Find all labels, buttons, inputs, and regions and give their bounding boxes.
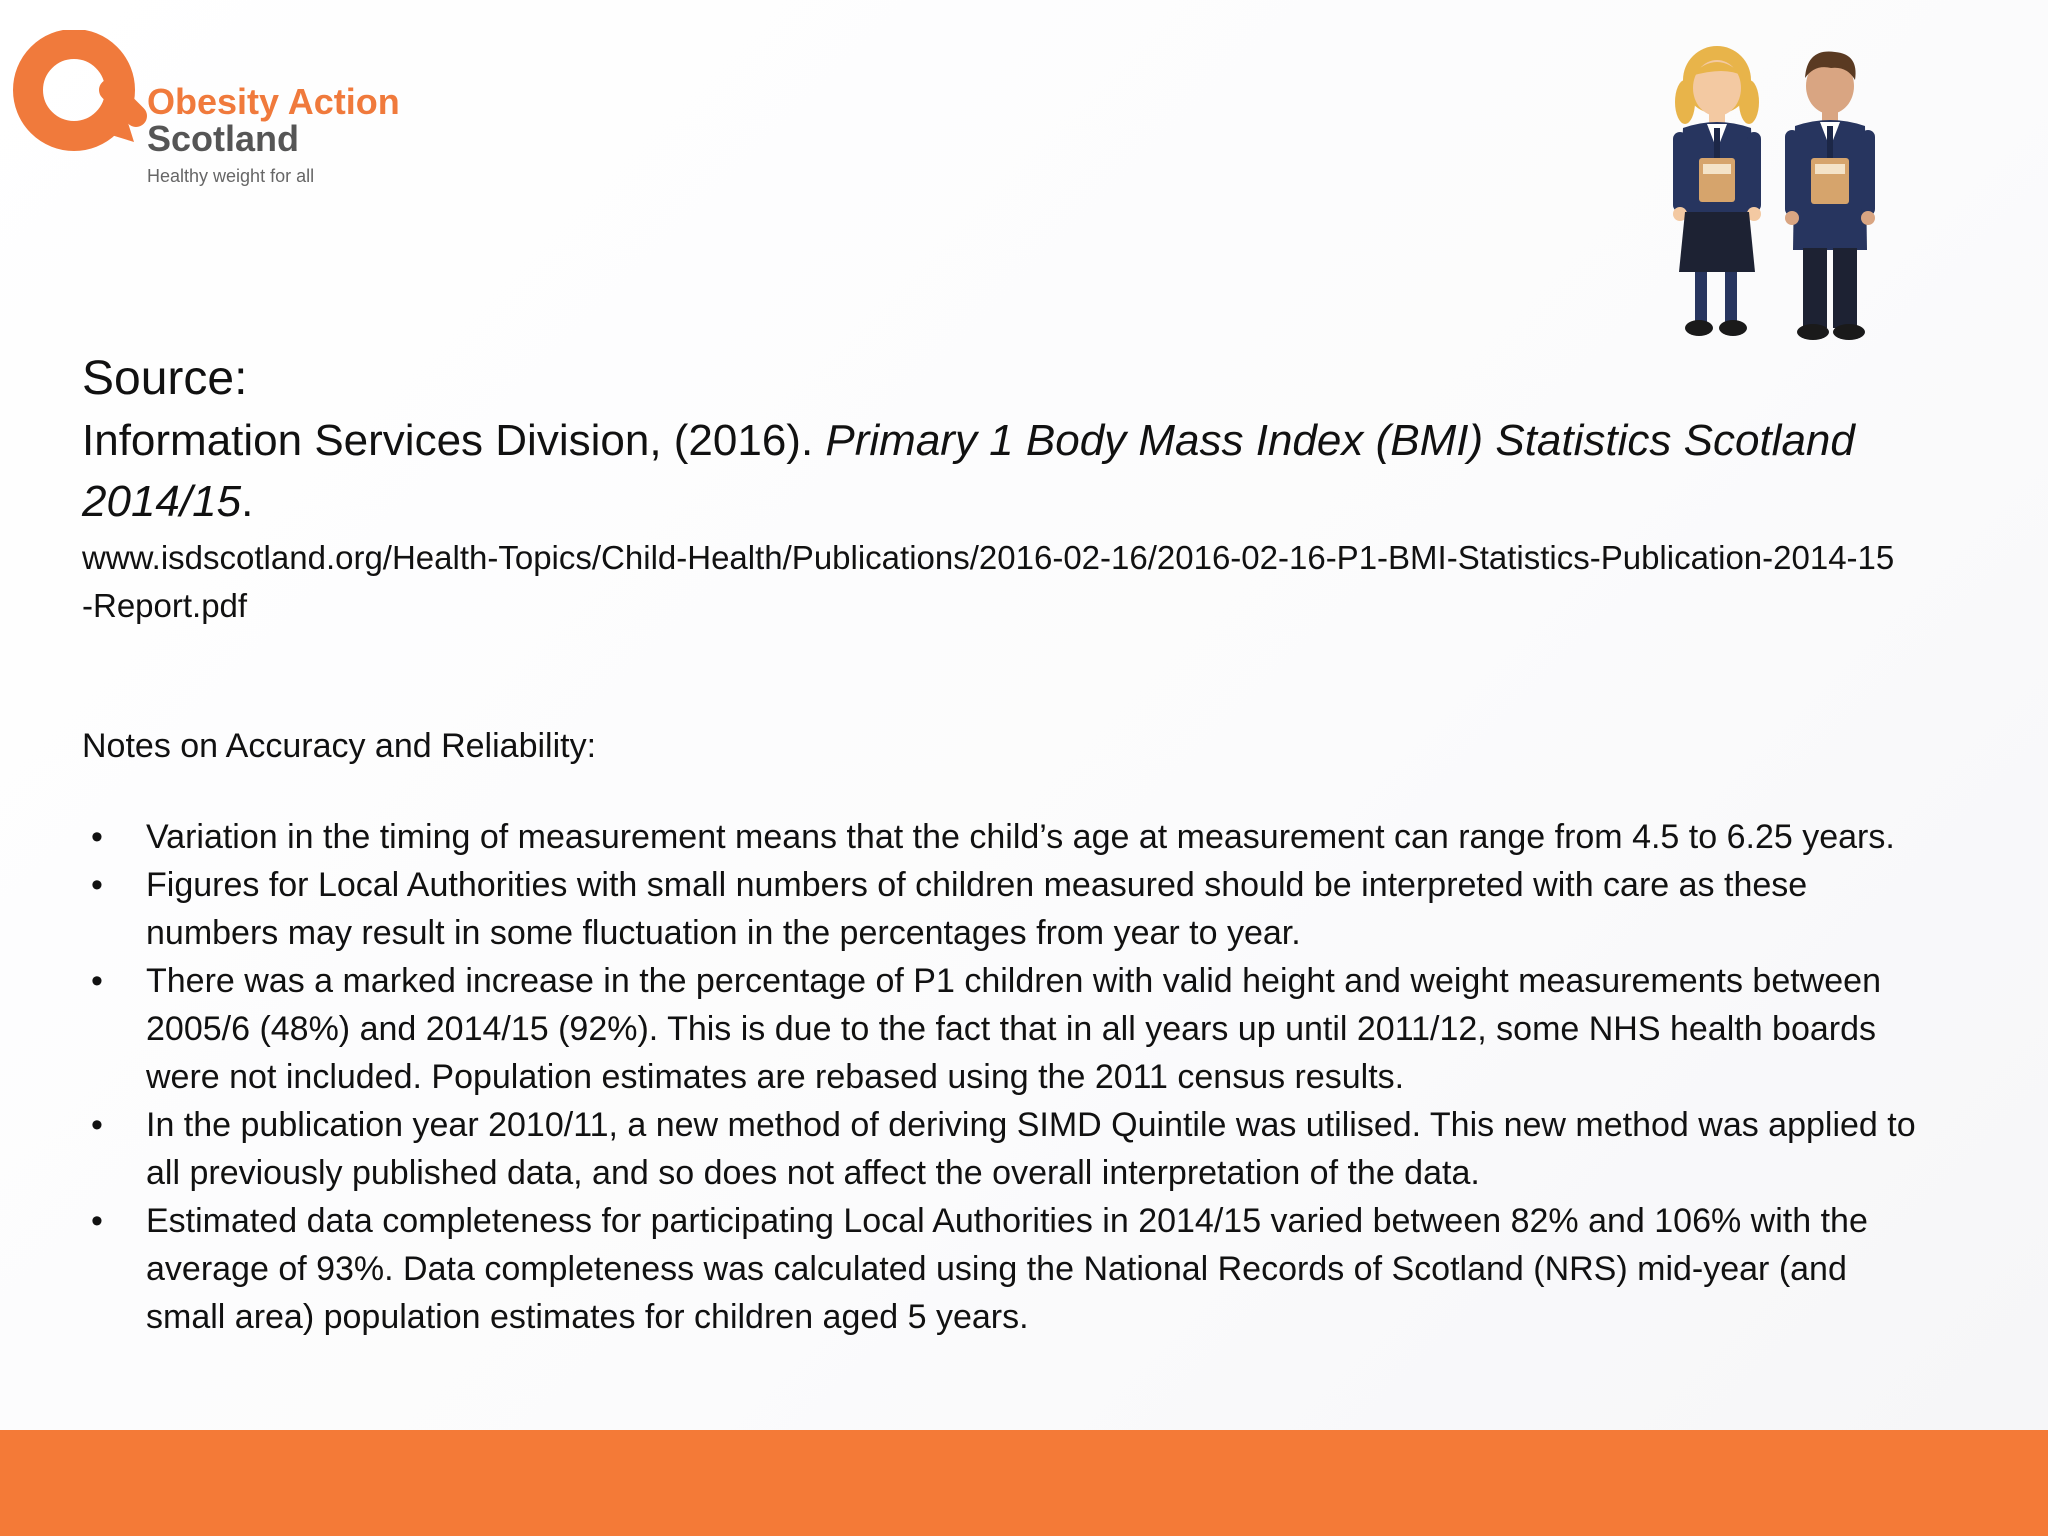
boy-figure [1785,52,1875,340]
list-item [82,861,1942,957]
note-text: Variation in the timing of measurement means that the child’s age at measurement can range from 4.5 to 6.25 years. [146,818,1895,856]
list-item [82,1101,1942,1197]
list-item [82,813,1942,861]
logo-title: Obesity Action [147,81,400,122]
list-item [82,957,1942,1101]
citation-title: Primary 1 Body Mass Index (BMI) Statistics Scotland 2014/15 [82,416,1855,526]
source-citation [82,410,1982,532]
citation-trailing: . [241,477,254,526]
note-text: Figures for Local Authorities with small numbers of children measured should be interpreted with care as these numbers may result in some fluctuation in the percentages from year to year. [146,866,1808,952]
note-text: There was a marked increase in the percentage of P1 children with valid height and weight measurements between 2005/6 (48%) and 2014/15 (92%). This is due to the fact that in all years up until 2011/12, some NHS health boards were not included. Population estimates are rebased using the 2011 census results. [146,962,1881,1096]
bullet-icon: • [91,818,103,856]
note-text: In the publication year 2010/11, a new method of deriving SIMD Quintile was utilised. This new method was applied to all previously published data, and so does not affect the overall interpretation of the data. [146,1106,1916,1192]
obesity-action-scotland-logo [12,30,432,200]
logo-subtitle: Scotland [147,118,300,159]
citation-author: Information Services Division, (2016). [82,416,826,465]
girl-figure [1673,46,1761,336]
list-item [82,1197,1942,1341]
bullet-icon: • [91,1202,103,1240]
q-logo-icon [12,30,152,160]
school-children-illustration [1655,40,1895,360]
source-label: Source: [82,352,248,405]
logo-tagline: Healthy weight for all [147,166,315,186]
footer-bar [0,1430,2048,1536]
note-text: Estimated data completeness for participating Local Authorities in 2014/15 varied between 82% and 106% with the average of 93%. Data completeness was calculated using the National Records of Scotland (NRS) mid-year (and small area) population estimates for children aged 5 years. [146,1202,1868,1336]
source-url: www.isdscotland.org/Health-Topics/Child-Health/Publications/2016-02-16/2016-02-16-P1-BMI-Statistics-Publication-2014-15-Report.pdf [82,539,1895,624]
notes-heading: Notes on Accuracy and Reliability: [82,727,597,765]
bullet-icon: • [91,1106,103,1144]
bullet-icon: • [91,866,103,904]
notes-list [82,813,1982,1341]
slide-content [82,348,1982,1341]
bullet-icon: • [91,962,103,1000]
